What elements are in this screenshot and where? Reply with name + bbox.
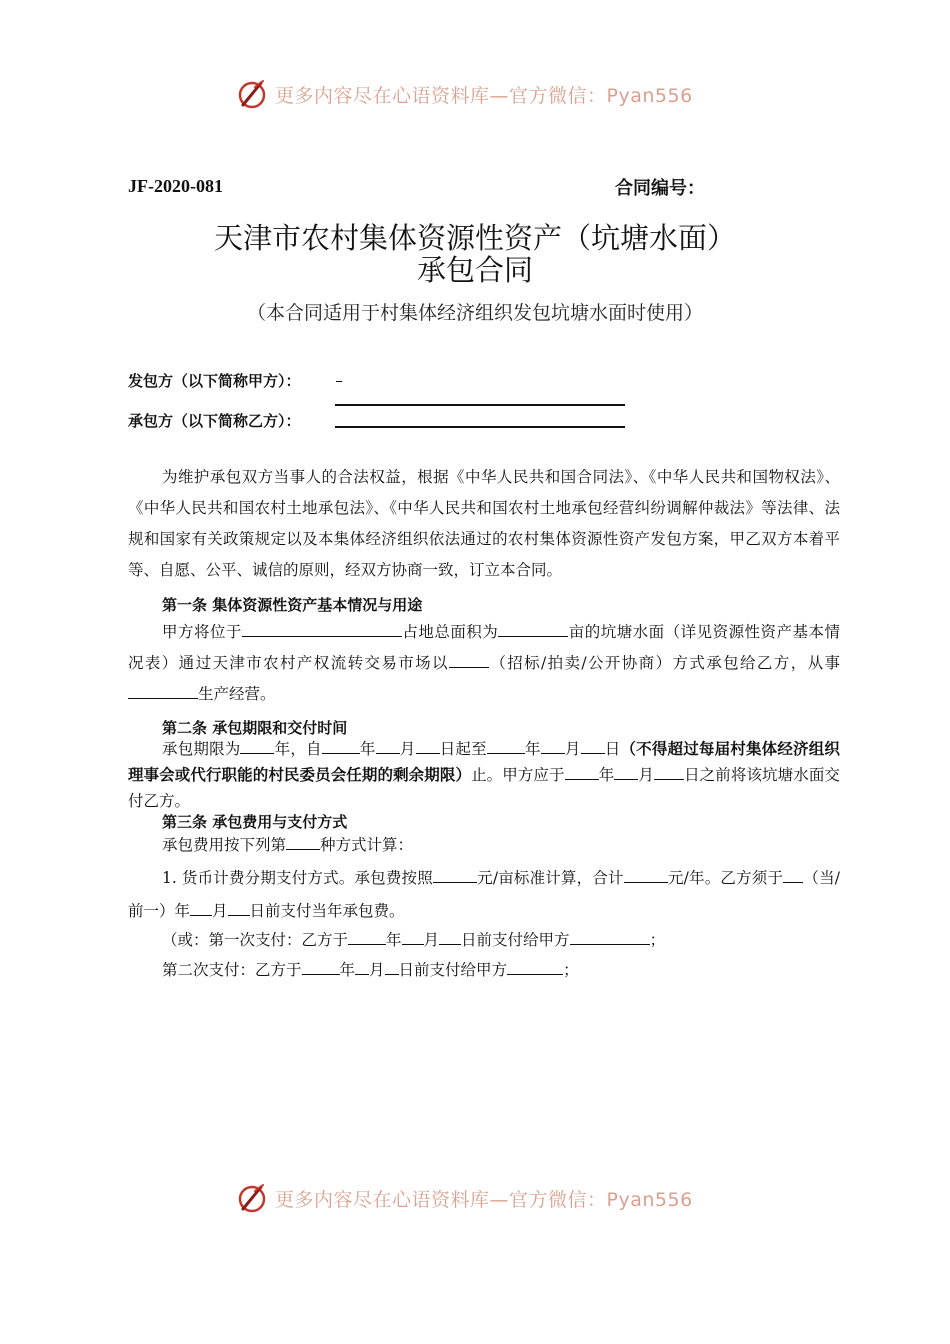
watermark-text: 更多内容尽在心语资料库—官方微信：Pyan556 [275,1188,693,1211]
first-pay-year-blank[interactable] [348,929,386,946]
pay-day-blank[interactable] [228,900,250,917]
article-1-heading: 第一条 集体资源性资产基本情况与用途 [162,596,423,614]
term-limit-note: （不得超过每届村集体经济组织理事会或代行职能的村民委员会任期的剩余期限） [128,740,840,784]
delivery-month-blank[interactable] [614,764,638,781]
business-blank[interactable] [128,683,198,700]
page-subtitle: （本合同适用于村集体经济组织发包坑塘水面时使用） [246,302,703,324]
page-title-line1: 天津市农村集体资源性资产（坑塘水面） [213,221,736,255]
contract-number-label: 合同编号： [615,178,705,199]
second-pay-amount-blank[interactable] [507,959,563,976]
first-pay-month-blank[interactable] [402,929,424,946]
page-title-line2: 承包合同 [416,253,533,287]
start-year-blank[interactable] [322,738,360,755]
end-day-blank[interactable] [581,738,605,755]
brush-logo-icon [235,1181,269,1215]
start-month-blank[interactable] [376,738,400,755]
party-a-label: 发包方（以下简称甲方）： [128,372,301,390]
method-blank[interactable] [449,652,489,669]
party-b-label: 承包方（以下简称乙方）： [128,412,301,430]
method-choice-blank[interactable] [286,834,320,851]
second-pay-day-blank[interactable] [385,959,399,976]
pay-year-type-blank[interactable] [783,867,803,884]
article-2-heading: 第二条 承包期限和交付时间 [162,719,348,737]
party-b-fill-line[interactable] [335,426,625,428]
article-3-heading: 第三条 承包费用与支付方式 [162,813,348,831]
delivery-day-blank[interactable] [654,764,684,781]
total-blank[interactable] [624,867,668,884]
first-pay-amount-blank[interactable] [570,929,650,946]
end-year-blank[interactable] [487,738,525,755]
watermark-bottom [235,1178,693,1218]
article-3-first-payment: （或：第一次支付：乙方于 年 月 日前支付给甲方 ； [162,927,802,953]
rate-blank[interactable] [433,867,477,884]
article-3-second-payment: 第二次支付：乙方于 年 月 日前支付给甲方 ； [162,957,802,983]
intro-paragraph: 为维护承包双方当事人的合法权益，根据《中华人民共和国合同法》、《中华人民共和国物权法》、《中华人民共和国农村土地承包法》、《中华人民共和国农村土地承包经营纠纷调解仲裁法》等法律、法规和国家有关政策规定以及本集体经济组织依法通过的农村集体资源性资产发包方案，甲乙双方本着平等、自愿、公平、诚信的原则，经双方协商一致，订立本合同。 [128,468,840,579]
location-blank[interactable] [242,621,402,638]
document-code: JF-2020-081 [128,176,223,196]
watermark-top [235,74,693,114]
term-years-blank[interactable] [240,738,274,755]
party-a-mark [336,381,342,382]
first-pay-day-blank[interactable] [439,929,461,946]
second-pay-year-blank[interactable] [302,959,340,976]
second-pay-month-blank[interactable] [355,959,369,976]
article-3-intro: 承包费用按下列第 种方式计算： [162,832,762,858]
watermark-text: 更多内容尽在心语资料库—官方微信：Pyan556 [275,84,693,107]
article-1-body: 甲方将位于 占地总面积为 亩的坑塘水面（详见资源性资产基本情况表）通过天津市农村产权流转交易市场以 （招标/拍卖/公开协商）方式承包给乙方，从事生产经营。 [128,617,840,710]
delivery-year-blank[interactable] [565,764,599,781]
pay-month-blank[interactable] [190,900,212,917]
start-day-blank[interactable] [416,738,440,755]
area-blank[interactable] [498,621,568,638]
party-a-fill-line[interactable] [335,404,625,406]
brush-logo-icon [235,77,269,111]
article-2-body: 承包期限为 年，自 年 月 日起至 年 月 日（不得超过每届村集体经济组织理事会或代行职能的村民委员会任期的剩余期限）止。甲方应于 年 月 日之前将该坑塘水面交付乙方。 [128,736,840,814]
article-3-method-1: 1. 货币计费分期支付方式。承包费按照 元/亩标准计算，合计 元/年。乙方须于 （当/前一）年 月 日前支付当年承包费。 [128,862,840,928]
end-month-blank[interactable] [541,738,565,755]
